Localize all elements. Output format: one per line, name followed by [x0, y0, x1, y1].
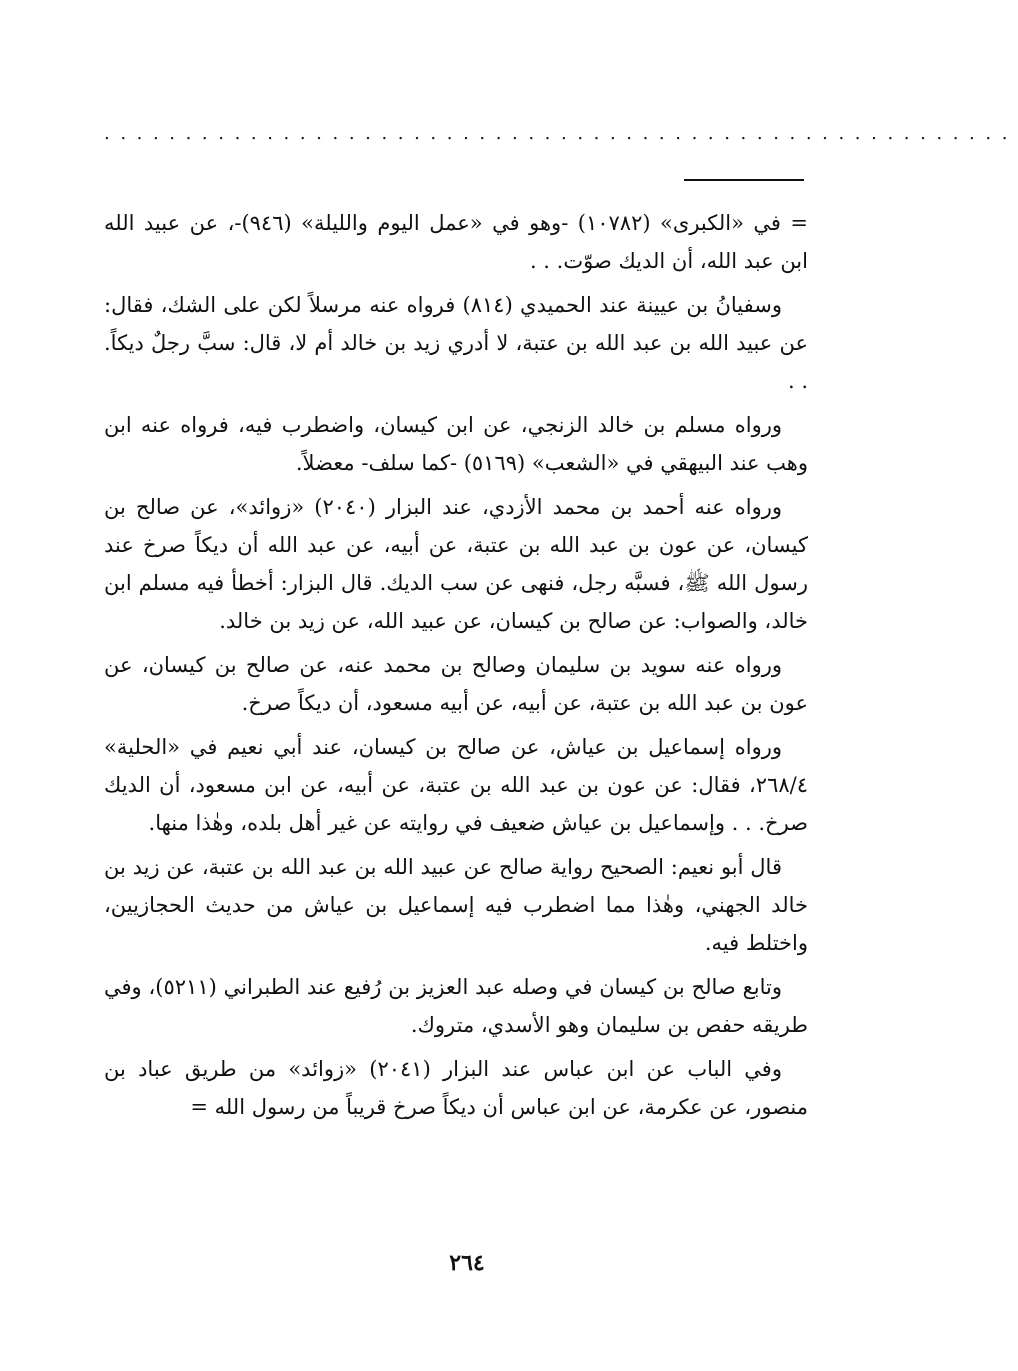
footnote-paragraph: ورواه إسماعيل بن عياش، عن صالح بن كيسان، عند أبي نعيم في «الحلية» ٢٦٨/٤، فقال: عن عون بن عبد الله بن عتبة، عن أبيه، عن ابن مسعود، أن الديك صرخ. . . وإسماعيل بن عياش ضعيف في روايته عن غير أهل بلده، وهٰذا منها. [104, 735, 808, 835]
footnote-paragraph: = في «الكبرى» (١٠٧٨٢) -وهو في «عمل اليوم والليلة» (٩٤٦)-، عن عبيد الله ابن عبد الله، أن الديك صوّت. . . [104, 211, 808, 273]
footnote-paragraph: وفي الباب عن ابن عباس عند البزار (٢٠٤١) «زوائد» من طريق عباد بن منصور، عن عكرمة، عن ابن عباس أن ديكاً صرخ قريباً من رسول الله = [104, 1057, 808, 1119]
footnote-paragraph: وسفيانُ بن عيينة عند الحميدي (٨١٤) فرواه عنه مرسلاً لكن على الشك، فقال: عن عبيد الله بن عبد الله بن عتبة، لا أدري زيد بن خالد أم لا، قال: سبَّ رجلٌ ديكاً. . . [104, 293, 808, 393]
header-dotted-separator: ........................................................ [104, 123, 1018, 144]
footnote-paragraph: ورواه عنه أحمد بن محمد الأزدي، عند البزار (٢٠٤٠) «زوائد»، عن صالح بن كيسان، عن عون بن عبد الله بن عتبة، عن أبيه، عن عبد الله أن ديكاً صرخ عند رسول الله ﷺ، فسبَّه رجل، فنهى عن سب الديك. قال البزار: أخطأ فيه مسلم ابن خالد، والصواب: عن صالح بن كيسان، عن عبيد الله، عن زيد بن خالد. [104, 495, 808, 633]
footnote-paragraph: ورواه مسلم بن خالد الزنجي، عن ابن كيسان، واضطرب فيه، فرواه عنه ابن وهب عند البيهقي في «الشعب» (٥١٦٩) -كما سلف- معضلاً. [104, 413, 808, 475]
page-number: ٢٦٤ [449, 1250, 485, 1276]
footnote-paragraph: قال أبو نعيم: الصحيح رواية صالح عن عبيد الله بن عبد الله بن عتبة، عن زيد بن خالد الجهني، وهٰذا مما اضطرب فيه إسماعيل بن عياش من حديث الحجازيين، واختلط فيه. [104, 855, 808, 955]
footnote-body [104, 204, 808, 1132]
footnote-separator-line [684, 179, 804, 181]
footnote-paragraph: وتابع صالح بن كيسان في وصله عبد العزيز بن رُفيع عند الطبراني (٥٢١١)، وفي طريقه حفص بن سليمان وهو الأسدي، متروك. [104, 975, 808, 1037]
footnote-paragraph: ورواه عنه سويد بن سليمان وصالح بن محمد عنه، عن صالح بن كيسان، عن عون بن عبد الله بن عتبة، عن أبيه، عن أبيه مسعود، أن ديكاً صرخ. [104, 653, 808, 715]
